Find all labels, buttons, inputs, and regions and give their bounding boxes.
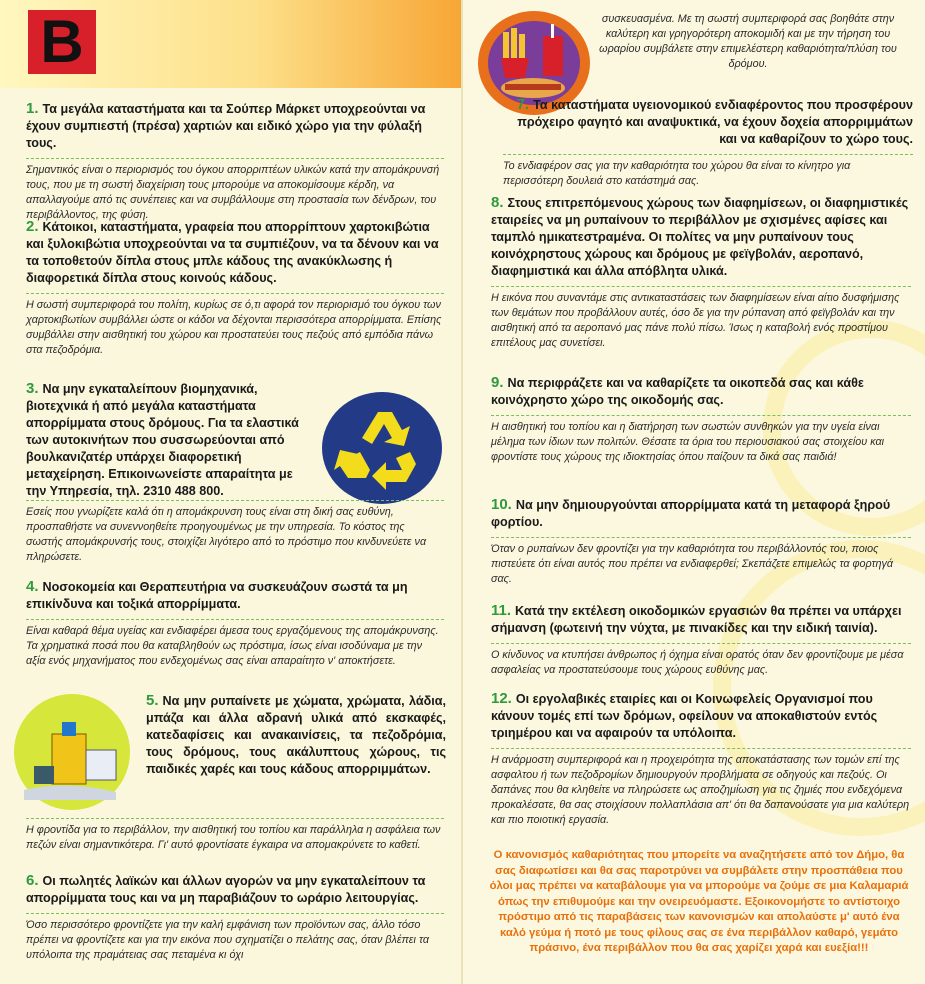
item-8 bbox=[491, 194, 911, 351]
item-11-title: 11. Κατά την εκτέλεση οικοδομικών εργασιών θα πρέπει να υπάρχει σήμανση (φωτεινή την νύχτα, με πινακίδες και την ειδική ταινία). bbox=[491, 602, 902, 635]
item-12 bbox=[491, 690, 911, 828]
item-10-title: 10. Να μην δημιουργούνται απορρίμματα κατά τη μεταφορά ξηρού φορτίου. bbox=[491, 496, 891, 529]
item-5 bbox=[146, 692, 446, 778]
recycle-icon bbox=[318, 388, 446, 508]
item-7-body: Το ενδιαφέρον σας για την καθαριότητα του χώρου θα είναι το κίνητρο για περισσότερη δουλειά στο κατάστημά σας. bbox=[503, 154, 913, 189]
item-10-body: Όταν ο ρυπαίνων δεν φροντίζει για την καθαριότητα του περιβάλλοντός του, ποιος πιστεύετε ότι είναι αυτός που πρέπει να ενδιαφερθεί; Σκεπάζετε επιμελώς τα φορτηγά σας. bbox=[491, 537, 911, 587]
item-6-continued bbox=[593, 12, 903, 72]
item-6-body: Όσο περισσότερο φροντίζετε για την καλή εμφάνιση των προϊόντων σας, άλλο τόσο πρέπει να φροντίζετε και για την εικόνα που σχηματίζει ο πελάτης σας, όταν βλέπει τα υπόλοιπα της πραμάτειας σας πεταμένα κι όχι bbox=[26, 913, 444, 963]
closing-text: Ο κανονισμός καθαριότητας που μπορείτε να αναζητήσετε από τον Δήμο, θα σας διαφωτίσει και θα σας παροτρύνει να συμβάλετε στην προσπάθεια που όλοι μας πρέπει να καταβάλουμε για να μπορούμε να ζούμε σε μια Καλαμαριά όπως την επιθυμούμε και την ονειρευόμαστε. Εξοικονομήστε το αντίστοιχο πρόστιμο από τις παραβάσεις των κανονισμών και απολαύστε μ' αυτό ένα καλό γεύμα ή ποτό με τους φίλους σας σε ένα περιβάλλον καθαρό, γεμάτο πράσινο, ένα περιβάλλον που θα σας χαρίζει χαρά και ευεξία!!! bbox=[489, 849, 909, 954]
item-4 bbox=[26, 578, 444, 669]
right-column bbox=[463, 0, 925, 984]
closing-note bbox=[489, 848, 909, 957]
item-6 bbox=[26, 872, 444, 963]
item-3-body-wrap bbox=[26, 494, 444, 565]
item-4-body: Είναι καθαρά θέμα υγείας και ενδιαφέρει άμεσα τους εργαζόμενους της απομάκρυνσης. Τα χρηματικά ποσά που θα καταβληθούν ως πρόστιμα, ίσως είναι ισοδύναμα με την αξία ενός μηχανήματος που ενδεχομένως σας είναι απαραίτητο ν' αποκτήσετε. bbox=[26, 619, 444, 669]
item-6-title: 6. Οι πωλητές λαϊκών και άλλων αγορών να μην εγκαταλείπουν τα απορρίμματα τους και να μη παραβιάζουν το ωράριο λειτουργίας. bbox=[26, 872, 426, 905]
item-8-body: Η εικόνα που συναντάμε στις αντικαταστάσεις των διαφημίσεων είναι αίτιο δυσφήμισης των θεμάτων που προβάλλουν αυτές, όσο δε για την ρύπανση από φεϊγβολάν και την αισθητική από τα αεροπανό μας πάνε πολύ πίσω. Ίσως η καταβολή ενός προστίμου επιτέλους μας συνετίσει. bbox=[491, 286, 911, 351]
section-letter: B bbox=[28, 10, 96, 74]
item-11-body: Ο κίνδυνος να κτυπήσει άνθρωπος ή όχημα είναι ορατός όταν δεν φροντίζουμε με μέσα ασφαλείας να προστατεύσουμε τους χώρους ευθύνης μας. bbox=[491, 643, 911, 678]
item-2 bbox=[26, 218, 444, 358]
item-1 bbox=[26, 100, 444, 223]
item-6-continued-body: συσκευασμένα. Με τη σωστή συμπεριφορά σας βοηθάτε στην καλύτερη και γρηγορότερη αποκομιδή και με την τήρηση του ωραρίου συμβάλετε στην επιμελέστερη καθαριότητα/πλύση του δρόμου. bbox=[599, 13, 897, 70]
item-12-title: 12. Οι εργολαβικές εταιρίες και οι Κοινωφελείς Οργανισμοί που κάνουν τομές επί των δρόμων, οφείλουν να αποκαθιστούν εντός τριημέρου και να αφαιρούν τα υπόλοιπα. bbox=[491, 690, 878, 740]
item-5-title: 5. Να μην ρυπαίνετε με χώματα, χρώματα, λάδια, μπάζα και άλλα αδρανή υλικά από εκσκαφές, κατεδαφίσεις και ανακαινίσεις, τα πεζοδρόμια, τους δρόμους, τους ακάλυπτους χώρους, τις παιδικές χαρές και τους κάδους απορριμμάτων. bbox=[146, 692, 446, 776]
left-column bbox=[0, 0, 462, 984]
item-3-body: Εσείς που γνωρίζετε καλά ότι η απομάκρυνση τους είναι στη δική σας ευθύνη, προσπαθήστε να συνεννοηθείτε προηγουμένως με την υπηρεσία. Το κόστος της σωστής απομάκρυνσής τους, στοιχίζει λιγότερο από το πρόστιμο που κινδυνεύετε να πληρώσετε. bbox=[26, 500, 444, 565]
item-1-num: 1. bbox=[26, 100, 39, 117]
item-5-body: Η φροντίδα για το περιβάλλον, την αισθητική του τοπίου και παράλληλα η ασφάλεια των πεζών είναι σημαντικότερα. Γι' αυτό φροντίσατε έγκαιρα να απομακρύνετε το καθετί. bbox=[26, 818, 444, 853]
left-header-band bbox=[0, 0, 462, 88]
item-9-title: 9. Να περιφράζετε και να καθαρίζετε τα οικοπεδά σας και κάθε κοινόχρηστο χώρο της οικοδομής σας. bbox=[491, 374, 864, 407]
item-3-title: 3. Να μην εγκαταλείπουν βιομηχανικά, βιοτεχνικά ή από μεγάλα καταστήματα απορρίμματα στους δρόμους. Για τα ελαστικά των αυτοκινήτων που συσσωρεύονται από βουλκανιζατέρ υπάρχει διαφορετική μεταχείρηση. Επικοινωνείστε απαραίτητα με την Υπηρεσία, τηλ. 2310 488 800. bbox=[26, 380, 299, 498]
item-12-body: Η ανάρμοστη συμπεριφορά και η προχειρότητα της αποκατάστασης των τομών επί της ασφαλτου ή των πεζοδρομίων δημιουργούν προβλήματα σε οδηγούς και πεζούς. Οι δαπάνες που θα κληθείτε να πληρώσετε ως αποζημίωση για τις ζημιές που ενδεχόμενα προκαλέσατε, θα σας στοιχίσουν πολλαπλάσια απ' ότι θα δαπανούσατε για μια καλύτερη και πιο ποιοτική εργασία. bbox=[491, 748, 911, 828]
item-1-body: Σημαντικός είναι ο περιορισμός του όγκου απορριπτέων υλικών κατά την απομάκρυνσή τους, που με τη σωστή διαχείριση τους μπορούμε να αποκομίσουμε κέρδη, να απαλλαγούμε από τις συνέπειες και να συμβάλλουμε στη προστασία των δένδρων, του περιβάλλοντος, της φύση. bbox=[26, 158, 444, 223]
item-3 bbox=[26, 380, 316, 500]
item-2-body: Η σωστή συμπεριφορά του πολίτη, κυρίως σε ό,τι αφορά τον περιορισμό του όγκου των χαρτοκιβωτίων συμβάλλει ώστε οι κάδοι να δέχονται περισσότερα απορρίμματα. Επίσης συμβάλλει στην αισθητική του χώρου και προστατεύει τους πεζούς από εμπόδια πάνω στα πεζοδρόμια. bbox=[26, 293, 444, 358]
item-2-title: 2. Κάτοικοι, καταστήματα, γραφεία που απορρίπτουν χαρτοκιβώτια και ξυλοκιβώτια υποχρεούνται να τα συμπιέζουν, να τα δένουν και να τα τοποθετούν δίπλα στους μπλε κάδους της ανακύκλωσης ή διαφορετικά δίπλα στους κοινούς κάδους. bbox=[26, 218, 439, 285]
item-7-title: 7. Τα καταστήματα υγειονομικού ενδιαφέροντος που προσφέρουν πρόχειρο φαγητό και αναψυκτικά, να έχουν δοχεία απορριμμάτων και να καθαρίζουν το χώρο τους. bbox=[516, 96, 913, 146]
item-10 bbox=[491, 496, 911, 587]
item-11 bbox=[491, 602, 911, 678]
item-9 bbox=[491, 374, 911, 465]
paint-cans-icon bbox=[4, 692, 140, 812]
item-9-body: Η αισθητική του τοπίου και η διατήρηση των σωστών συνθηκών για την υγεία είναι μέλημα των ίδιων των πολιτών. Θέσατε τα όρια του περιουσιακού σας στοιχείου και φροντίστε τους χώρους της ιδιοκτησίας όπου παίζουν τα δικά σας παιδιά! bbox=[491, 415, 911, 465]
item-7 bbox=[503, 96, 913, 189]
item-1-title: 1. Τα μεγάλα καταστήματα και τα Σούπερ Μάρκετ υποχρεούνται να έχουν συμπιεστή (πρέσα) χαρτιών και ειδικό χώρο για την φύλαξή τους. bbox=[26, 100, 426, 150]
item-5-body-wrap bbox=[26, 812, 444, 853]
item-8-title: 8. Στους επιτρεπόμενους χώρους των διαφημίσεων, οι διαφημιστικές εταιρείες να μη ρυπαίνουν το περιβάλλον με σχισμένες αφίσες και ταμπλό ημικατεστραμένα. Οι πολίτες να μην ρυπαίνουν τους κοινόχρηστους χώρους και δρόμους με φεϊγβολάν, αεροπανό, διαφημιστικά και άλλα απόβλητα υλικά. bbox=[491, 194, 909, 278]
item-4-title: 4. Νοσοκομεία και Θεραπευτήρια να συσκευάζουν σωστά τα μη επικίνδυνα και τοξικά απορρίμματα. bbox=[26, 578, 408, 611]
